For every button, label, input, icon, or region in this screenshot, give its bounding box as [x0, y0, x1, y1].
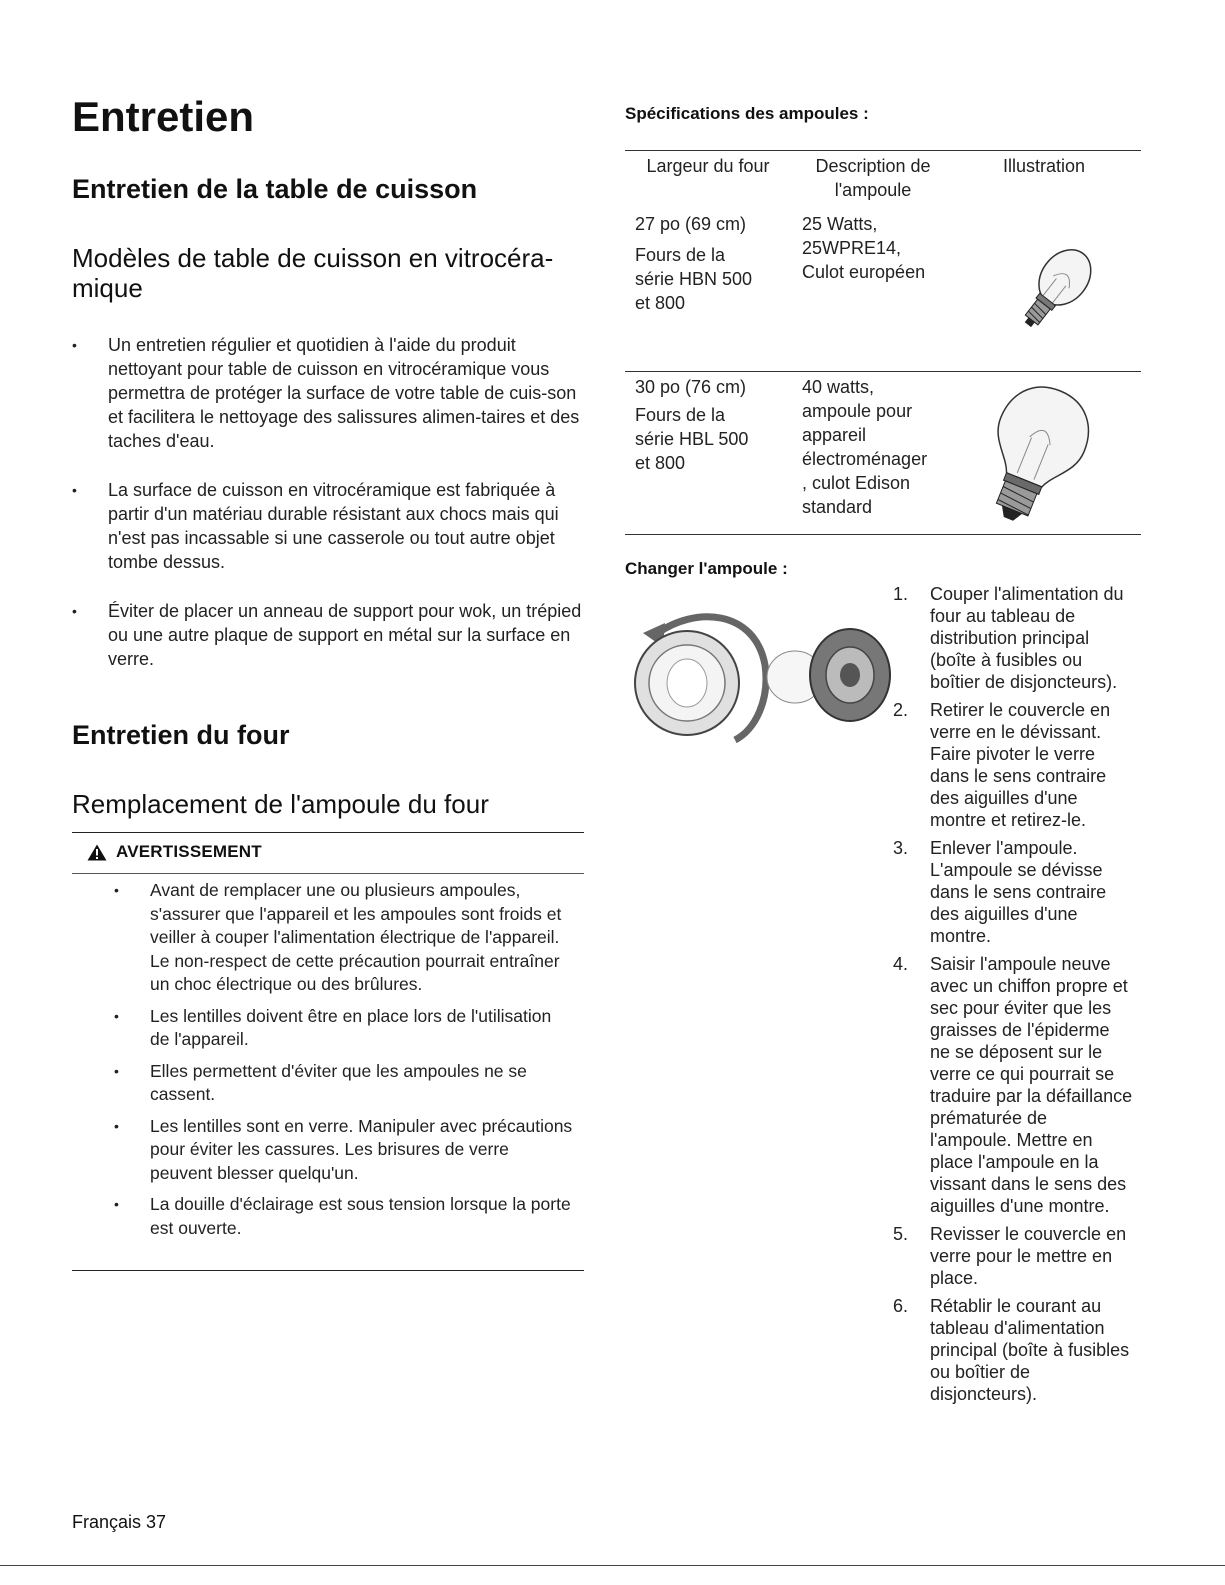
list-item: 4. Saisir l'ampoule neuve avec un chiffon propre et sec pour éviter que les graisses de l'épiderme ne se déposent sur le verre ce qui pourrait se traduire par la défaillance prématurée de l'ampoule. Mettre en place l'ampoule en la vissant dans le sens des aiguilles d'une montre. — [893, 954, 1133, 1216]
bulb-specs-title: Spécifications des ampoules : — [625, 104, 869, 123]
oven-care-heading: Entretien du four — [72, 720, 290, 750]
unscrew-lens-cover-icon — [625, 605, 905, 745]
page-footer: Français 37 — [72, 1512, 167, 1532]
list-item: • Les lentilles sont en verre. Manipuler avec précautions pour éviter les cassures. Les brisures de verre peuvent blesser quelqu'un. — [114, 1115, 574, 1186]
row2-width: 30 po (76 cm) — [635, 377, 747, 397]
table-header-width: Largeur du four — [646, 156, 770, 176]
page-bottom-rule — [0, 1565, 1225, 1566]
row1-description: 25 Watts, 25WPRE14, Culot européen — [802, 214, 926, 282]
list-item: 6. Rétablir le courant au tableau d'alimentation principal (boîte à fusibles ou boîtier de disjoncteurs). — [893, 1296, 1130, 1404]
ceramic-cooktop-subheading: Modèles de table de cuisson en vitrocéra- mique — [72, 243, 554, 303]
list-item: 3. Enlever l'ampoule. L'ampoule se dévisse dans le sens contraire des aiguilles d'une montre. — [893, 838, 1107, 946]
warning-header — [72, 833, 584, 874]
warning-title: AVERTISSEMENT — [116, 842, 262, 861]
change-bulb-steps — [893, 583, 1133, 1411]
cooktop-care-heading: Entretien de la table de cuisson — [72, 174, 478, 204]
list-item: • Les lentilles doivent être en place lors de l'utilisation de l'appareil. — [114, 1005, 574, 1052]
list-item: • Elles permettent d'éviter que les ampoules ne se cassent. — [114, 1060, 574, 1107]
table-header-description: Description de l'ampoule — [815, 156, 931, 200]
row2-description: 40 watts, ampoule pour appareil électroménager , culot Edison standard — [802, 377, 928, 517]
table-header-illustration: Illustration — [1003, 156, 1086, 176]
table-rule — [625, 534, 1141, 535]
list-item: 1. Couper l'alimentation du four au tableau de distribution principal (boîte à fusibles ou boîtier de disjoncteurs). — [893, 584, 1124, 692]
change-bulb-title: Changer l'ampoule : — [625, 559, 788, 578]
row2-series: Fours de la série HBL 500 et 800 — [635, 405, 749, 473]
ceramic-cooktop-bullets — [72, 333, 592, 696]
page-title: Entretien — [72, 93, 255, 140]
list-item: • Un entretien régulier et quotidien à l'aide du produit nettoyant pour table de cuisson en vitrocéramique vous permettra de protéger la surface de votre table de cuis-son et facilitera le nettoyage des salissures alimen-taires et des taches d'eau. — [72, 333, 592, 453]
table-rule — [625, 371, 1141, 372]
list-item: • La douille d'éclairage est sous tension lorsque la porte est ouverte. — [114, 1193, 574, 1240]
row1-width: 27 po (69 cm) — [635, 214, 747, 234]
table-rule — [625, 150, 1141, 151]
warning-triangle-icon — [87, 844, 107, 861]
edison-base-bulb-icon — [980, 378, 1090, 528]
warning-bullets — [114, 879, 574, 1248]
list-item: • Éviter de placer un anneau de support pour wok, un trépied ou une autre plaque de support en métal sur la surface en verre. — [72, 599, 592, 671]
warning-box — [72, 832, 584, 1271]
list-item: 5. Revisser le couvercle en verre pour le mettre en place. — [893, 1224, 1127, 1288]
list-item: • Avant de remplacer une ou plusieurs ampoules, s'assurer que l'appareil et les ampoules sont froids et veiller à couper l'alimentation électrique de l'appareil. Le non-respect de cette précaution pourrait entraîner un choc électrique ou des brûlures. — [114, 879, 574, 997]
european-base-bulb-icon — [1005, 240, 1105, 340]
list-item: • La surface de cuisson en vitrocéramique est fabriquée à partir d'un matériau durable résistant aux chocs mais qui n'est pas incassable si une casserole ou tout autre objet tombe dessus. — [72, 478, 592, 574]
list-item: 2. Retirer le couvercle en verre en le dévissant. Faire pivoter le verre dans le sens contraire des aiguilles d'une montre et retirez-le. — [893, 700, 1111, 830]
row1-series: Fours de la série HBN 500 et 800 — [635, 245, 753, 313]
bulb-replacement-subheading: Remplacement de l'ampoule du four — [72, 789, 489, 819]
